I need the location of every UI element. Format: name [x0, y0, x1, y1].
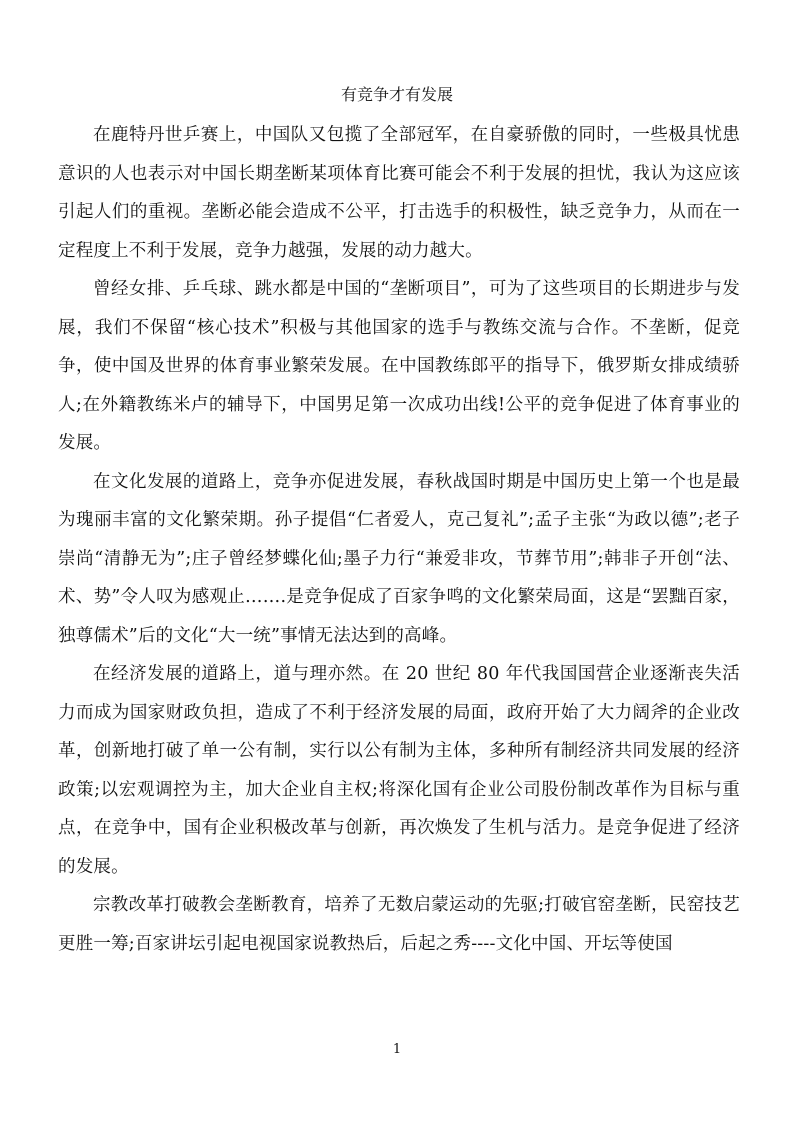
page-number: 1 [392, 1042, 402, 1057]
paragraph-1: 在鹿特丹世乒赛上，中国队又包揽了全部冠军，在自豪骄傲的同时，一些极具忧患意识的人也表示对中国长期垄断某项体育比赛可能会不利于发展的担忧，我认为这应该引起人们的重视。垄断必能会造成不公平，打击选手的积极性，缺乏竞争力，从而在一定程度上不利于发展，竞争力越强，发展的动力越大。 [58, 125, 740, 261]
document-body [58, 116, 740, 963]
paragraph-4: 在经济发展的道路上，道与理亦然。在 20 世纪 80 年代我国国营企业逐渐丧失活力而成为国家财政负担，造成了不利于经济发展的局面，政府开始了大力阔斧的企业改革，创新地打破了单一公有制，实行以公有制为主体，多种所有制经济共同发展的经济政策;以宏观调控为主，加大企业自主权;将深化国有企业公司股份制改革作为目标与重点，在竞争中，国有企业积极改革与创新，再次焕发了生机与活力。是竞争促进了经济的发展。 [58, 664, 740, 877]
paragraph-3: 在文化发展的道路上，竞争亦促进发展，春秋战国时期是中国历史上第一个也是最为瑰丽丰富的文化繁荣期。孙子提倡“仁者爱人，克己复礼”;孟子主张“为政以德”;老子崇尚“清静无为”;庄子曾经梦蝶化仙;墨子力行“兼爱非攻，节葬节用”;韩非子开创“法、术、势”令人叹为感观止…….是竞争促成了百家争鸣的文化繁荣局面，这是“罢黜百家，独尊儒术”后的文化“大一统”事情无法达到的高峰。 [58, 471, 740, 646]
page-title: 有竞争才有发展 [340, 85, 453, 104]
paragraph-5: 宗教改革打破教会垄断教育，培养了无数启蒙运动的先驱;打破官窑垄断，民窑技艺更胜一筹;百家讲坛引起电视国家说教热后，后起之秀----文化中国、开坛等使国 [58, 895, 740, 954]
paragraph-2: 曾经女排、乒乓球、跳水都是中国的“垄断项目”，可为了这些项目的长期进步与发展，我们不保留“核心技术”积极与其他国家的选手与教练交流与合作。不垄断，促竞争，使中国及世界的体育事业繁荣发展。在中国教练郎平的指导下，俄罗斯女排成绩骄人;在外籍教练米卢的辅导下，中国男足第一次成功出线!公平的竞争促进了体育事业的发展。 [58, 279, 740, 453]
